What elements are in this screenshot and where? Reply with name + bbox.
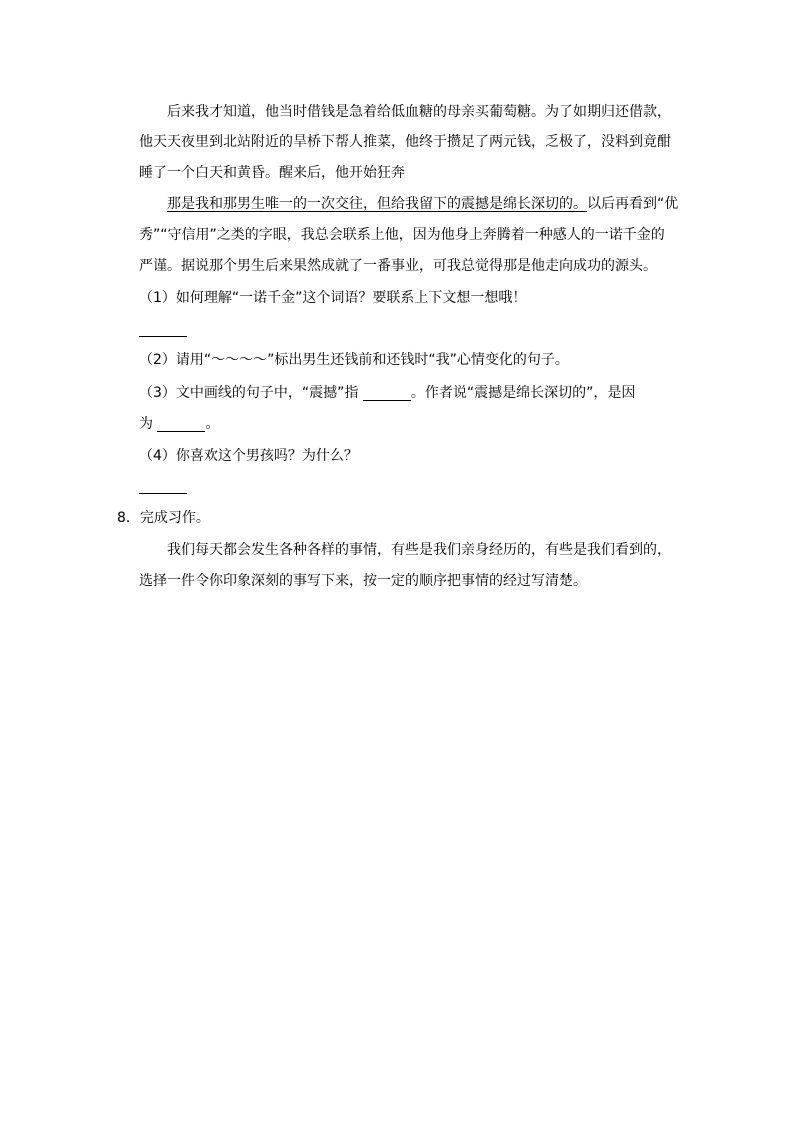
answer-blank-q3b[interactable] (157, 430, 205, 432)
passage-p2-line1-rest: 以后再看到“优 (587, 196, 679, 212)
question-3-text-d: 。 (205, 416, 220, 432)
task-8-heading: 8．完成习作。 (117, 510, 210, 526)
question-1: （1）如何理解“一诺千金”这个词语？要联系上下文想一想哦！ (139, 290, 527, 306)
passage-p1-line3: 睡了一个白天和黄昏。醒来后，他开始狂奔 (139, 165, 405, 181)
answer-blank-q3a[interactable] (363, 399, 411, 401)
task-8-line1: 我们每天都会发生各种各样的事情，有些是我们亲身经历的，有些是我们看到的， (167, 542, 671, 558)
passage-p2-line3: 严谨。据说那个男生后来果然成就了一番事业，可我总觉得那是他走向成功的源头。 (139, 258, 657, 274)
underlined-sentence: 那是我和那男生唯一的一次交往，但给我留下的震撼是绵长深切的。 (167, 196, 587, 212)
task-8-line2: 选择一件令你印象深刻的事写下来，按一定的顺序把事情的经过写清楚。 (139, 573, 587, 589)
passage-p2-line1 (167, 194, 678, 214)
passage-p2-line2: 秀”“守信用”之类的字眼，我总会联系上他，因为他身上奔腾着一种感人的一诺千金的 (139, 227, 665, 243)
answer-blank-q1[interactable] (139, 336, 187, 337)
question-3-line1 (139, 383, 635, 403)
question-3-text-b: 。作者说“震撼是绵长深切的”，是因 (410, 385, 636, 401)
answer-blank-q4[interactable] (139, 493, 187, 494)
question-3-text-a: （3）文中画线的句子中，“震撼”指 (139, 385, 359, 401)
passage-p1-line1: 后来我才知道，他当时借钱是急着给低血糖的母亲买葡萄糖。为了如期归还借款， (167, 104, 671, 120)
question-4: （4）你喜欢这个男孩吗？为什么？ (139, 448, 358, 464)
question-2: （2）请用“～～～～”标出男生还钱前和还钱时“我”心情变化的句子。 (139, 352, 569, 368)
question-3-text-c: 为 (139, 416, 153, 432)
question-3-line2 (139, 414, 219, 434)
passage-p1-line2: 他天天夜里到北站附近的旱桥下帮人推菜，他终于攒足了两元钱，乏极了，没料到竟酣 (139, 134, 671, 150)
